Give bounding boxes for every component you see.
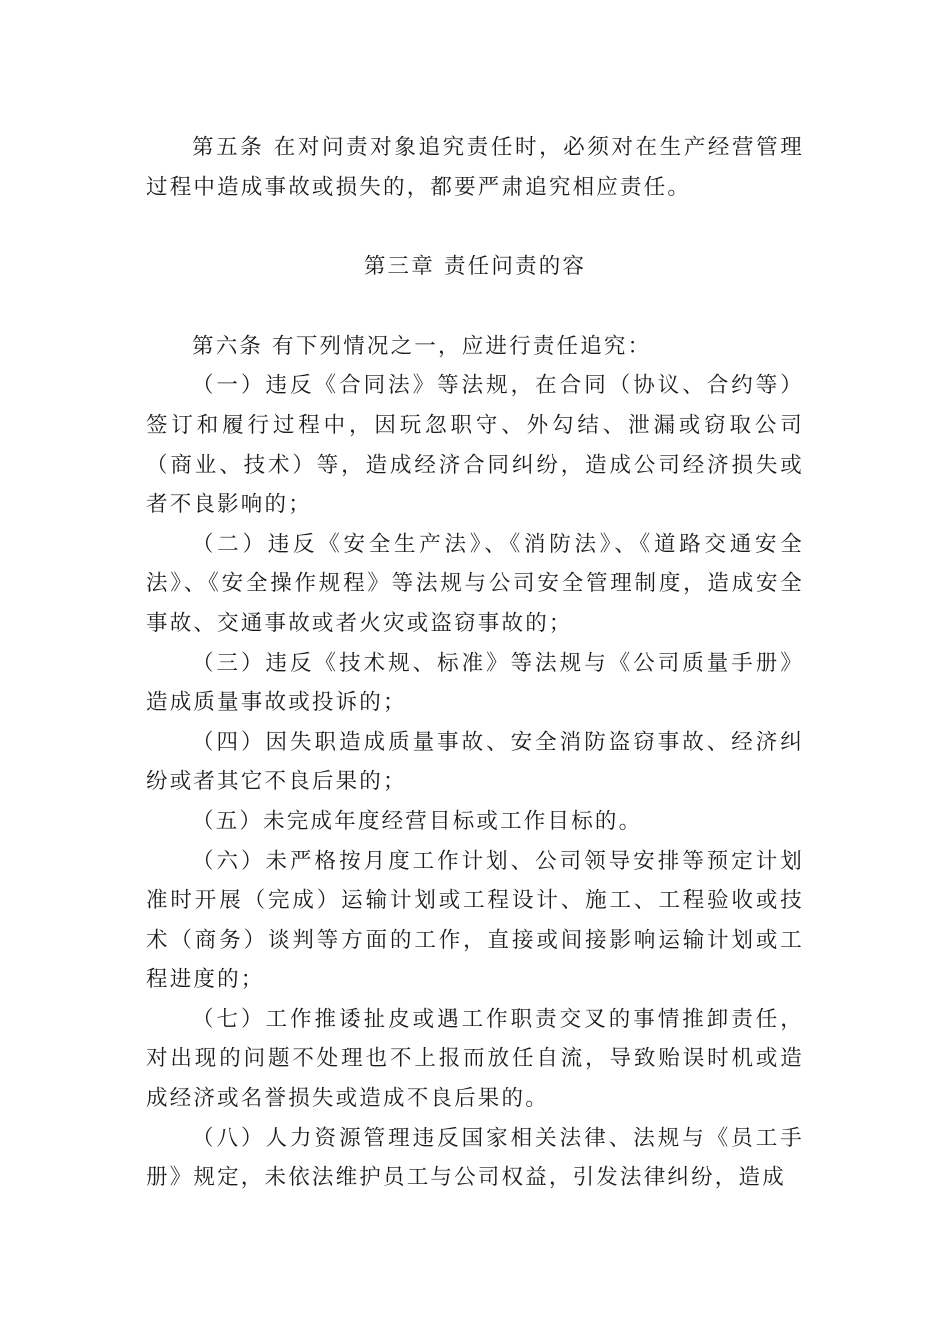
list-item-1: （一）违反《合同法》等法规，在合同（协议、合约等）签订和履行过程中，因玩忽职守、外勾结、泄漏或窃取公司（商业、技术）等，造成经济合同纠纷，造成公司经济损失或者不良影响的；: [146, 373, 804, 518]
list-item-7: （七）工作推诿扯皮或遇工作职责交叉的事情推卸责任，对出现的问题不处理也不上报而放任自流，导致贻误时机或造成经济或名誉损失或造成不良后果的。: [146, 1006, 804, 1112]
list-item-4: （四）因失职造成质量事故、安全消防盗窃事故、经济纠纷或者其它不良后果的；: [146, 729, 804, 795]
list-item-5: （五）未完成年度经营目标或工作目标的。: [192, 808, 643, 834]
spacer: [146, 207, 804, 247]
list-item-6: （六）未严格按月度工作计划、公司领导安排等预定计划准时开展（完成）运输计划或工程设计、施工、工程验收或技术（商务）谈判等方面的工作，直接或间接影响运输计划或工程进度的；: [146, 848, 804, 993]
spacer: [146, 287, 804, 327]
chapter-title: 第三章 责任问责的容: [363, 254, 587, 280]
article-6: 第六条 有下列情况之一，应进行责任追究：: [192, 333, 652, 359]
document-page: [146, 128, 804, 1198]
list-item-2: （二）违反《安全生产法》、《消防法》、《道路交通安全法》、《安全操作规程》等法规与公司安全管理制度，造成安全事故、交通事故或者火灾或盗窃事故的；: [146, 531, 804, 636]
article-5: 第五条 在对问责对象追究责任时，必须对在生产经营管理过程中造成事故或损失的，都要严肃追究相应责任。: [146, 135, 804, 200]
list-item-8: （八）人力资源管理违反国家相关法律、法规与《员工手册》规定，未依法维护员工与公司权益，引发法律纠纷，造成: [146, 1125, 804, 1191]
list-item-3: （三）违反《技术规、标准》等法规与《公司质量手册》造成质量事故或投诉的；: [146, 650, 804, 716]
